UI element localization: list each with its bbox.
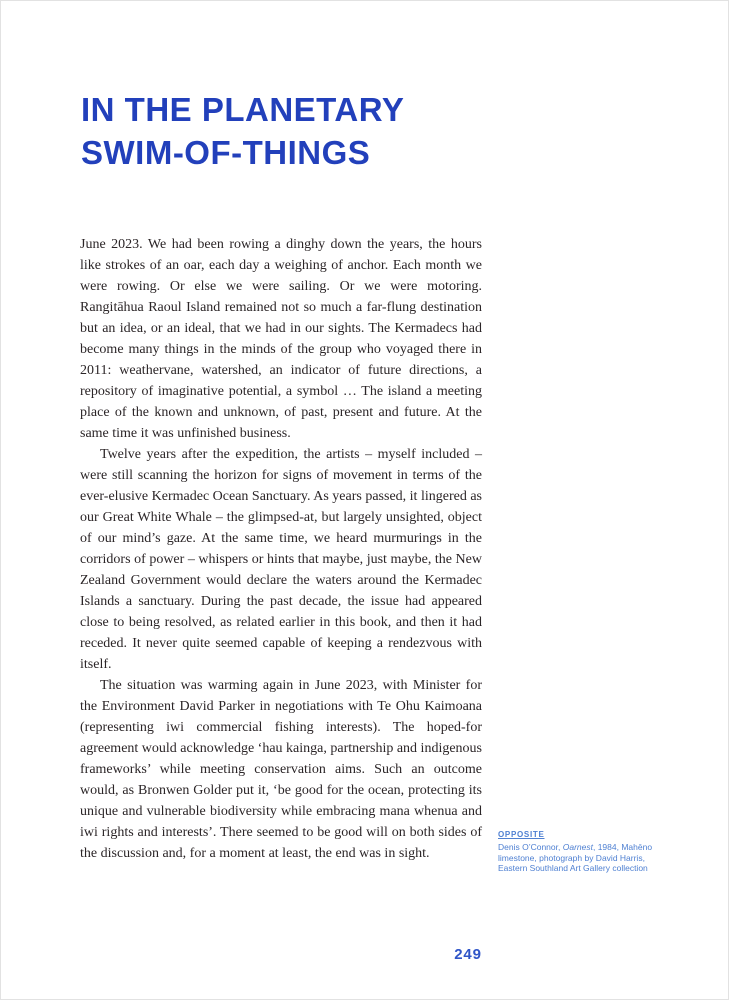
caption-opposite-label: OPPOSITE	[498, 830, 545, 839]
paragraph-3: The situation was warming again in June 2023, with Minister for the Environment David Parker in negotiations with Te Ohu Kaimoana (representing iwi commercial fishing interests). The hoped-for agreement would acknowledge ‘hau kainga, partnership and indigenous frameworks’ while meeting conservation aims. Such an outcome would, as Bronwen Golder put it, ‘be good for the ocean, protecting its unique and vulnerable biodiversity while embracing mana whenua and iwi rights and interests’. There seemed to be good will on both sides of the discussion and, for a moment at least, the end was in sight.	[80, 678, 482, 861]
chapter-title-line-1: IN THE PLANETARY	[81, 91, 405, 128]
figure-caption	[498, 829, 670, 874]
caption-artwork-title: Oarnest	[562, 841, 593, 852]
chapter-title	[81, 88, 404, 174]
paragraph-2: Twelve years after the expedition, the artists – myself included – were still scanning the horizon for signs of movement in terms of the ever-elusive Kermadec Ocean Sanctuary. As years passed, it lingered as our Great White Whale – the glimpsed-at, but largely unsighted, object of our mind’s gaze. At the same time, we heard murmurings in the corridors of power – whispers or hints that maybe, just maybe, the New Zealand Government would declare the waters around the Kermadec Islands a sanctuary. During the past decade, the issue had appeared close to being resolved, as related earlier in this book, and then it had receded. It never quite seemed capable of keeping a rendezvous with itself.	[80, 447, 482, 672]
body-text-column	[80, 234, 482, 864]
caption-artist: Denis O’Connor,	[498, 841, 563, 852]
page-number: 249	[454, 946, 482, 963]
paragraph-1: June 2023. We had been rowing a dinghy down the years, the hours like strokes of an oar, each day a weighing of anchor. Each month we were rowing. Or else we were sailing. Or we were motoring. Rangitāhua Raoul Island remained not so much a far-flung destination but an idea, or an ideal, that we had in our sights. The Kermadecs had become many things in the minds of the group who voyaged there in 2011: weathervane, watershed, an indicator of future directions, a repository of imaginative potential, a symbol … The island a meeting place of the known and unknown, of past, present and future. At the same time it was unfinished business.	[80, 237, 482, 441]
chapter-title-line-2: SWIM-OF-THINGS	[81, 134, 371, 171]
caption-details: , 1984, Mahēno limestone, photograph by David Harris, Eastern Southland Art Gallery collection	[498, 841, 653, 874]
caption-text	[498, 842, 670, 874]
